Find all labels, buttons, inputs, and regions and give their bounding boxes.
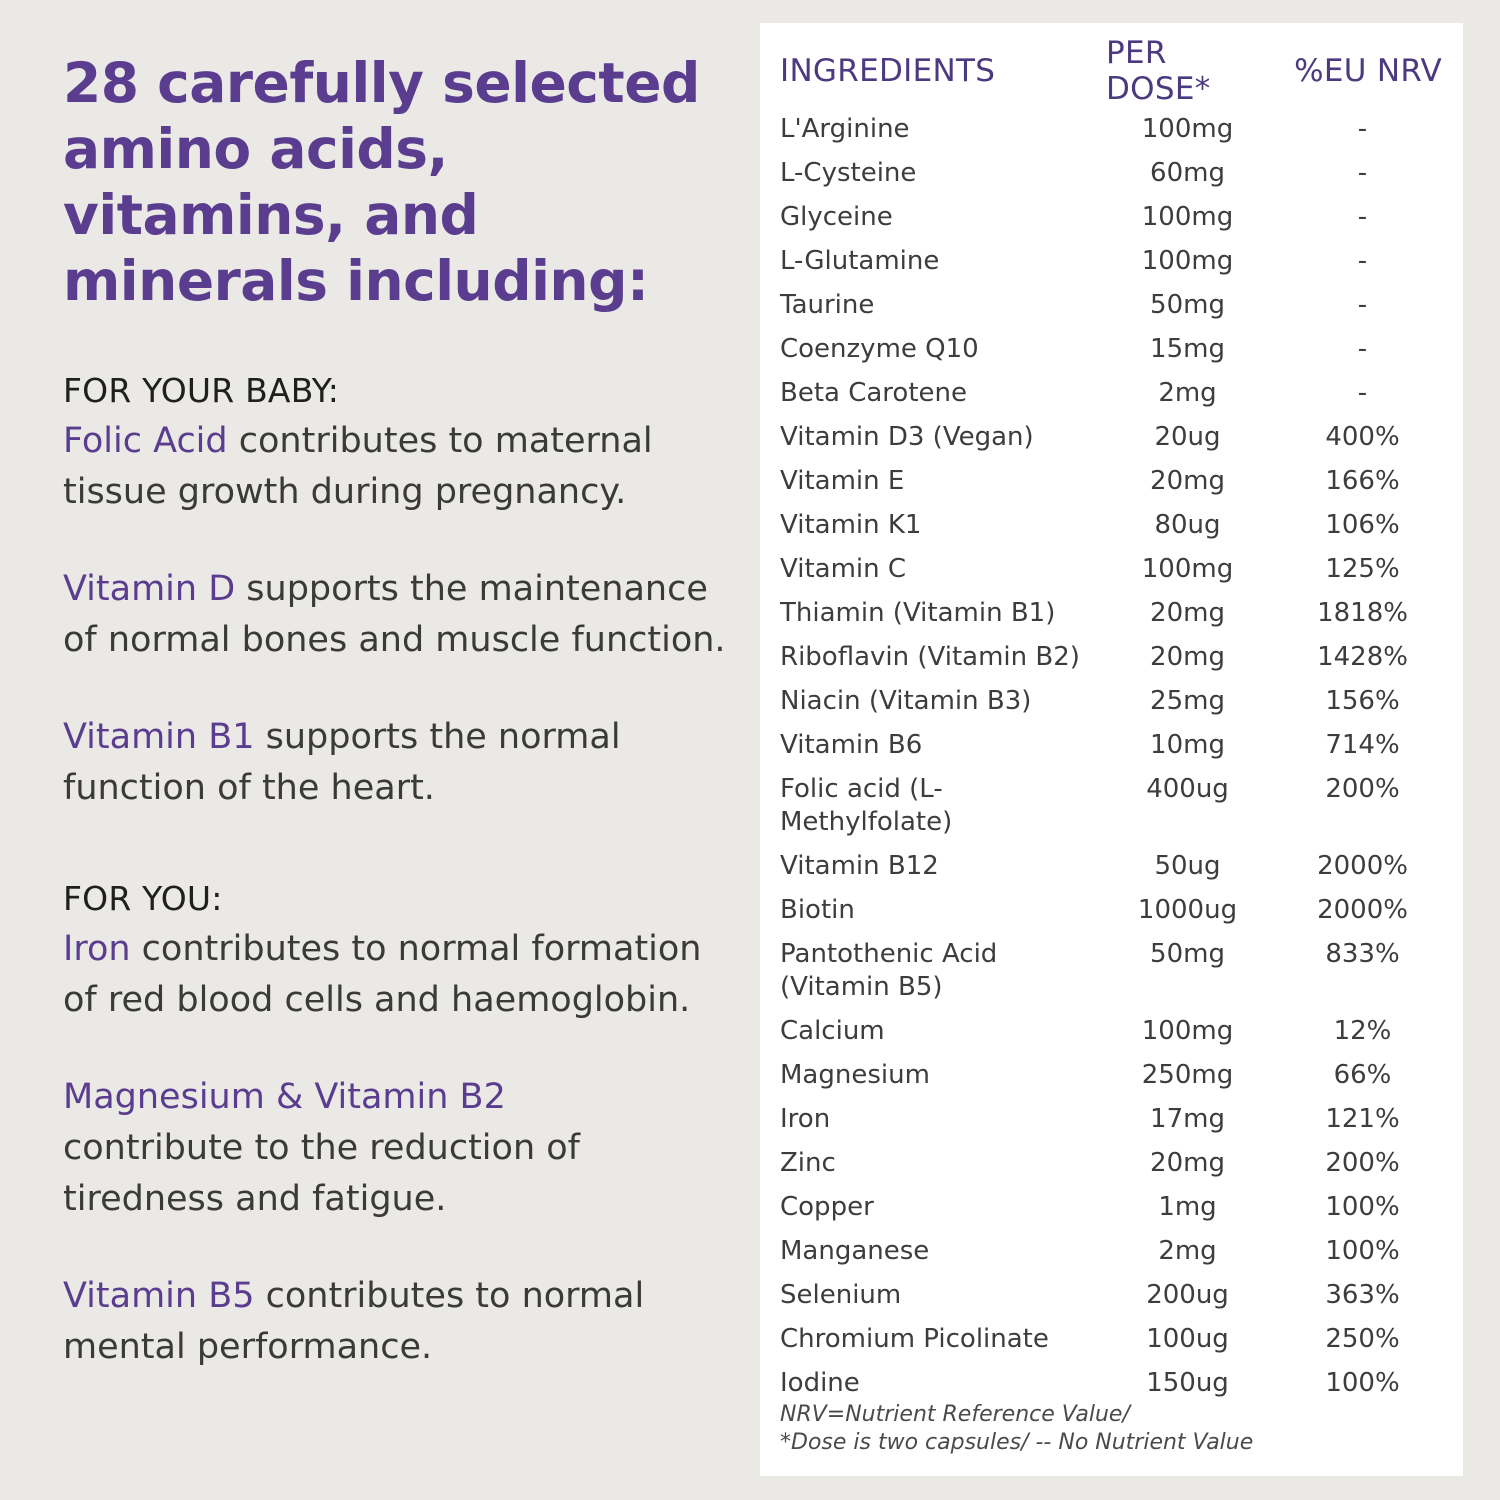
per-dose-value: 25mg xyxy=(1150,686,1225,716)
table-row xyxy=(780,547,1450,591)
ingredient-name: Vitamin C xyxy=(780,554,907,584)
table-row xyxy=(780,107,1450,151)
ingredient-name: L-Glutamine xyxy=(780,246,940,276)
nrv-value: 363% xyxy=(1325,1280,1400,1310)
benefit-magnesium-b2 xyxy=(63,1072,743,1225)
table-row xyxy=(780,1009,1450,1053)
per-dose-value: 100mg xyxy=(1141,114,1234,144)
ingredient-name: Iron xyxy=(780,1104,831,1134)
per-dose-value: 100ug xyxy=(1146,1324,1229,1354)
per-dose-value: 50ug xyxy=(1154,851,1221,881)
nrv-value: 100% xyxy=(1325,1236,1400,1266)
benefit-text: contributes to normal mental performance. xyxy=(63,1276,645,1367)
footnote xyxy=(780,1401,1253,1457)
benefit-text: contributes to normal formation of red blood cells and haemoglobin. xyxy=(63,929,702,1020)
nrv-value: 106% xyxy=(1325,510,1400,540)
benefit-folic-acid xyxy=(63,416,743,518)
ingredient-name: Taurine xyxy=(780,290,875,320)
per-dose-value: 10mg xyxy=(1150,730,1225,760)
ingredient-name: Beta Carotene xyxy=(780,378,968,408)
table-row xyxy=(780,371,1450,415)
nrv-value: - xyxy=(1357,378,1368,408)
nrv-value: 100% xyxy=(1325,1192,1400,1222)
benefits-column xyxy=(63,50,743,1373)
ingredient-name: Folic acid (L-Methylfolate) xyxy=(780,774,953,837)
ingredient-name: Biotin xyxy=(780,895,855,925)
table-row xyxy=(780,1317,1450,1361)
nrv-value: - xyxy=(1357,290,1368,320)
nrv-value: 400% xyxy=(1325,422,1400,452)
header-ingredients: INGREDIENTS xyxy=(780,53,996,89)
benefit-highlight: Vitamin B5 xyxy=(63,1276,255,1316)
per-dose-value: 50mg xyxy=(1150,939,1225,969)
header-per-dose: PER DOSE* xyxy=(1106,35,1211,107)
per-dose-value: 100mg xyxy=(1141,554,1234,584)
benefit-highlight: Folic Acid xyxy=(63,421,228,461)
per-dose-value: 1000ug xyxy=(1137,895,1238,925)
per-dose-value: 1mg xyxy=(1158,1192,1217,1222)
table-row xyxy=(780,767,1450,844)
nrv-value: 250% xyxy=(1325,1324,1400,1354)
benefit-text: supports the normal function of the heart. xyxy=(63,717,621,808)
table-row xyxy=(780,1273,1450,1317)
ingredient-name: Vitamin D3 (Vegan) xyxy=(780,422,1034,452)
table-row xyxy=(780,679,1450,723)
ingredient-name: Zinc xyxy=(780,1148,836,1178)
table-row xyxy=(780,151,1450,195)
per-dose-value: 2mg xyxy=(1158,1236,1217,1266)
table-row xyxy=(780,415,1450,459)
table-row xyxy=(780,1361,1450,1405)
table-row xyxy=(780,635,1450,679)
table-row xyxy=(780,283,1450,327)
per-dose-value: 20mg xyxy=(1150,598,1225,628)
ingredient-name: Copper xyxy=(780,1192,874,1222)
table-row xyxy=(780,195,1450,239)
nrv-value: - xyxy=(1357,114,1368,144)
per-dose-value: 250mg xyxy=(1141,1060,1234,1090)
ingredient-name: Vitamin B6 xyxy=(780,730,923,760)
nrv-value: 121% xyxy=(1325,1104,1400,1134)
ingredient-name: Vitamin B12 xyxy=(780,851,939,881)
nrv-value: 200% xyxy=(1325,1148,1400,1178)
ingredient-name: Vitamin E xyxy=(780,466,905,496)
benefit-vitamin-d xyxy=(63,564,743,666)
ingredients-table xyxy=(780,35,1450,1405)
ingredient-name: Chromium Picolinate xyxy=(780,1324,1049,1354)
per-dose-value: 60mg xyxy=(1150,158,1225,188)
nrv-value: 2000% xyxy=(1317,851,1408,881)
table-row xyxy=(780,1097,1450,1141)
ingredient-name: Pantothenic Acid (Vitamin B5) xyxy=(780,939,998,1002)
per-dose-value: 100mg xyxy=(1141,1016,1234,1046)
nrv-value: 2000% xyxy=(1317,895,1408,925)
per-dose-value: 15mg xyxy=(1150,334,1225,364)
nrv-value: 125% xyxy=(1325,554,1400,584)
nrv-value: 66% xyxy=(1333,1060,1392,1090)
ingredient-name: Niacin (Vitamin B3) xyxy=(780,686,1032,716)
per-dose-value: 20mg xyxy=(1150,466,1225,496)
table-row xyxy=(780,1185,1450,1229)
table-row xyxy=(780,844,1450,888)
header-eu-nrv: %EU NRV xyxy=(1294,53,1442,89)
per-dose-value: 20ug xyxy=(1154,422,1221,452)
nrv-value: - xyxy=(1357,158,1368,188)
per-dose-value: 20mg xyxy=(1150,1148,1225,1178)
ingredient-name: Vitamin K1 xyxy=(780,510,922,540)
nrv-value: - xyxy=(1357,246,1368,276)
nrv-value: 1818% xyxy=(1317,598,1408,628)
table-header-row xyxy=(780,35,1450,107)
per-dose-value: 17mg xyxy=(1150,1104,1225,1134)
table-row xyxy=(780,459,1450,503)
table-row xyxy=(780,1229,1450,1273)
table-row xyxy=(780,1053,1450,1097)
benefit-text: contributes to maternal tissue growth during pregnancy. xyxy=(63,421,653,512)
per-dose-value: 100mg xyxy=(1141,202,1234,232)
ingredient-name: Manganese xyxy=(780,1236,930,1266)
ingredient-name: Riboflavin (Vitamin B2) xyxy=(780,642,1080,672)
table-row xyxy=(780,932,1450,1009)
ingredient-name: L'Arginine xyxy=(780,114,910,144)
table-row xyxy=(780,591,1450,635)
per-dose-value: 100mg xyxy=(1141,246,1234,276)
benefit-vitamin-b5 xyxy=(63,1271,743,1373)
table-row xyxy=(780,503,1450,547)
ingredient-name: Selenium xyxy=(780,1280,902,1310)
table-row xyxy=(780,888,1450,932)
nrv-value: 1428% xyxy=(1317,642,1408,672)
footnote-line-2: *Dose is two capsules/ -- No Nutrient Value xyxy=(780,1430,1254,1455)
ingredient-name: Iodine xyxy=(780,1368,860,1398)
you-section-label: FOR YOU: xyxy=(63,879,223,918)
ingredient-name: Magnesium xyxy=(780,1060,930,1090)
benefit-highlight: Magnesium & Vitamin B2 xyxy=(63,1077,506,1117)
table-row xyxy=(780,723,1450,767)
ingredients-table-body xyxy=(780,107,1450,1405)
benefit-text: contribute to the reduction of tiredness and fatigue. xyxy=(63,1128,580,1219)
ingredient-name: Glyceine xyxy=(780,202,893,232)
ingredient-name: L-Cysteine xyxy=(780,158,917,188)
per-dose-value: 80ug xyxy=(1154,510,1221,540)
per-dose-value: 200ug xyxy=(1146,1280,1229,1310)
nrv-value: 156% xyxy=(1325,686,1400,716)
per-dose-value: 400ug xyxy=(1146,774,1229,804)
nrv-value: 833% xyxy=(1325,939,1400,969)
benefit-highlight: Iron xyxy=(63,929,131,969)
benefit-iron xyxy=(63,924,743,1026)
ingredient-name: Coenzyme Q10 xyxy=(780,334,979,364)
table-row xyxy=(780,239,1450,283)
benefit-highlight: Vitamin D xyxy=(63,569,236,609)
headline: 28 carefully selected amino acids, vitamins, and minerals including: xyxy=(63,51,700,313)
baby-section-label: FOR YOUR BABY: xyxy=(63,371,340,410)
nrv-value: 200% xyxy=(1325,774,1400,804)
per-dose-value: 50mg xyxy=(1150,290,1225,320)
benefit-text: supports the maintenance of normal bones and muscle function. xyxy=(63,569,726,660)
benefit-highlight: Vitamin B1 xyxy=(63,717,255,757)
nrv-value: 12% xyxy=(1333,1016,1392,1046)
table-row xyxy=(780,327,1450,371)
nrv-value: 714% xyxy=(1325,730,1400,760)
per-dose-value: 150ug xyxy=(1146,1368,1229,1398)
ingredients-panel xyxy=(760,23,1463,1476)
per-dose-value: 2mg xyxy=(1158,378,1217,408)
nrv-value: - xyxy=(1357,202,1368,232)
nrv-value: - xyxy=(1357,334,1368,364)
nrv-value: 100% xyxy=(1325,1368,1400,1398)
per-dose-value: 20mg xyxy=(1150,642,1225,672)
ingredient-name: Thiamin (Vitamin B1) xyxy=(780,598,1056,628)
footnote-line-1: NRV=Nutrient Reference Value/ xyxy=(780,1402,1130,1427)
nrv-value: 166% xyxy=(1325,466,1400,496)
table-row xyxy=(780,1141,1450,1185)
ingredient-name: Calcium xyxy=(780,1016,885,1046)
benefit-vitamin-b1 xyxy=(63,712,743,814)
